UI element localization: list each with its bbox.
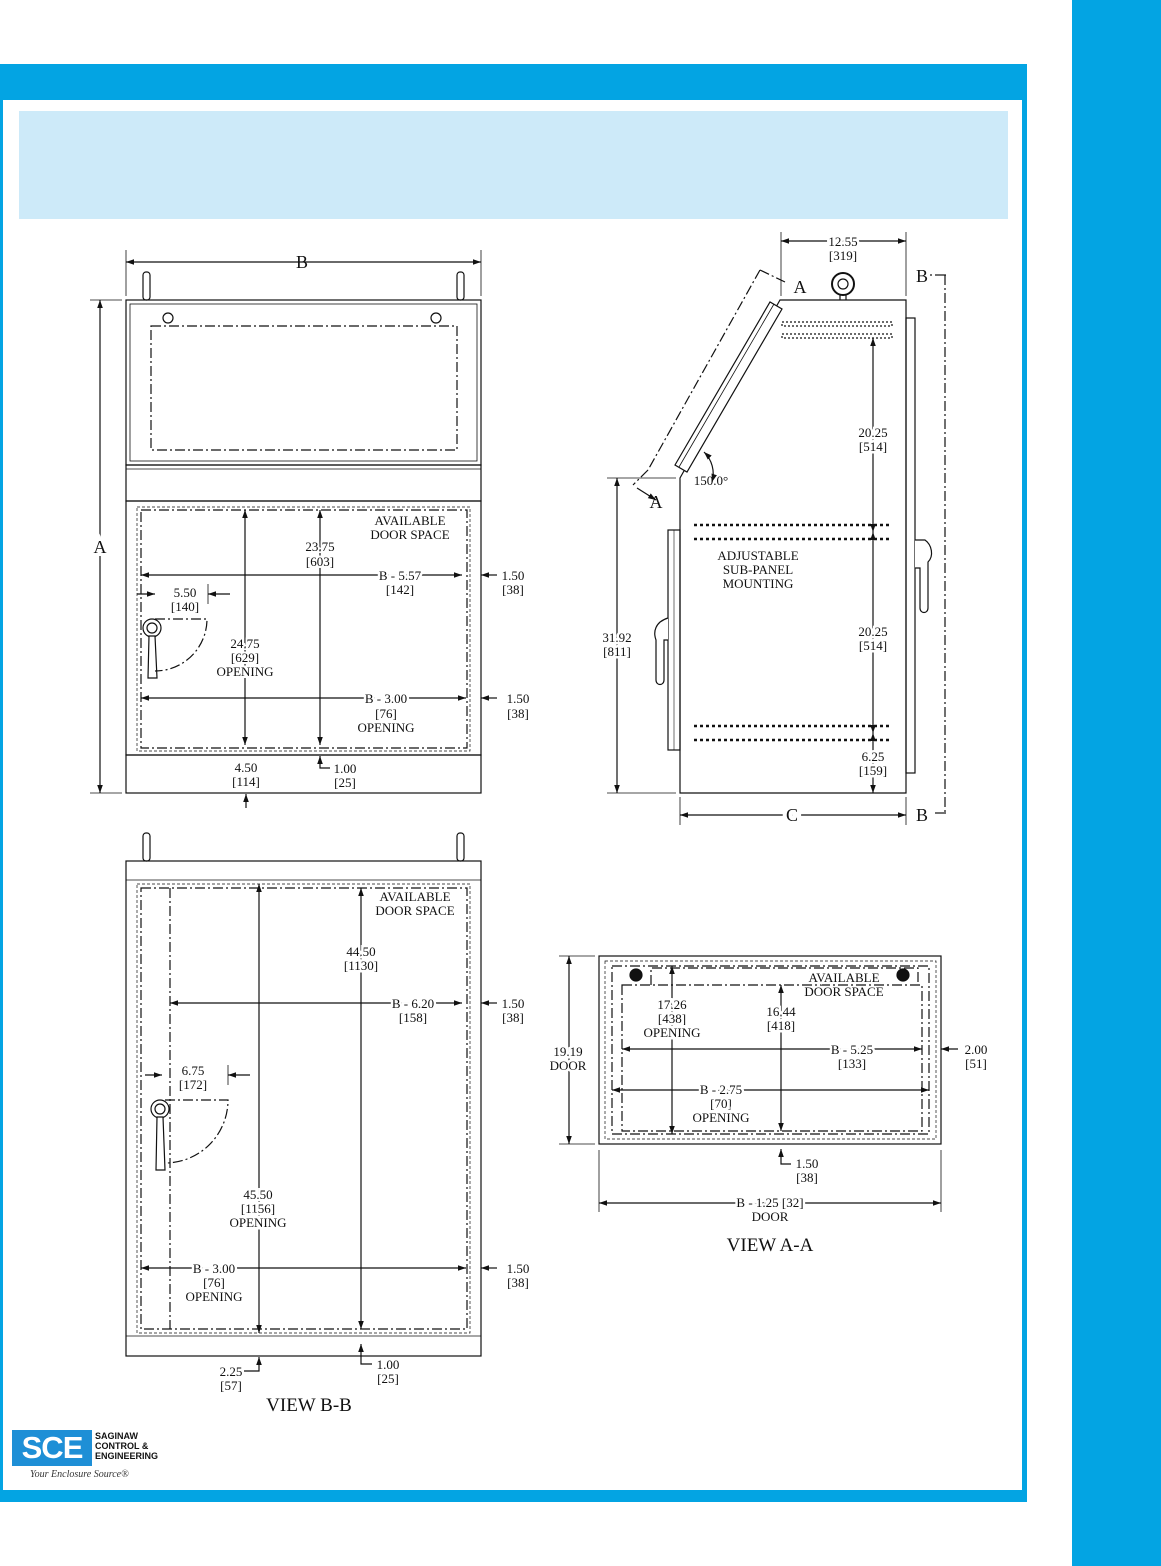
front-dim-5-50: 5.50 (173, 585, 197, 600)
front-dim-24-75: 24.75 (230, 636, 260, 651)
front-avail-label: AVAILABLE (374, 513, 446, 528)
view-aa-title: VIEW A-A (726, 1235, 814, 1256)
aa-dim-b-5-25: B - 5.25 (830, 1042, 874, 1057)
svg-text:DOOR SPACE: DOOR SPACE (370, 527, 450, 542)
base-band (126, 755, 481, 793)
view-bb-title: VIEW B-B (266, 1395, 352, 1416)
side-door-edge (906, 318, 915, 773)
bb-dim-2-25: 2.25 (219, 1364, 243, 1379)
bb-dim-6-75: 6.75 (181, 1063, 205, 1078)
aa-door (599, 956, 941, 1144)
side-dim-6-25: 6.25 (861, 749, 885, 764)
svg-text:OPENING: OPENING (216, 664, 274, 679)
top-window (151, 326, 457, 450)
aa-dim-16-44: 16.44 (766, 1004, 796, 1019)
svg-text:[319]: [319] (828, 248, 858, 263)
svg-text:DOOR SPACE: DOOR SPACE (375, 903, 455, 918)
svg-text:[133]: [133] (837, 1056, 867, 1071)
svg-text:DOOR: DOOR (751, 1209, 789, 1224)
side-dim-31-92: 31.92 (602, 630, 632, 645)
svg-text:[51]: [51] (965, 1056, 987, 1071)
bb-dim-1-00: 1.00 (376, 1357, 400, 1372)
svg-text:[140]: [140] (170, 599, 200, 614)
svg-text:[70]: [70] (710, 1096, 732, 1111)
svg-text:[38]: [38] (507, 1275, 529, 1290)
aa-fastener (897, 969, 909, 981)
side-handle-left (655, 618, 668, 685)
svg-text:DOOR: DOOR (549, 1058, 587, 1073)
svg-text:[159]: [159] (858, 763, 888, 778)
aa-dim-b-1-25: B - 1.25 [32] (736, 1195, 804, 1210)
svg-text:SUB-PANEL: SUB-PANEL (722, 562, 794, 577)
aa-dim-b-2-75: B - 2.75 (699, 1082, 743, 1097)
svg-text:OPENING: OPENING (229, 1215, 287, 1230)
front-dim-4-50: 4.50 (234, 760, 258, 775)
aa-dim-1-50: 1.50 (795, 1156, 819, 1171)
svg-text:[57]: [57] (220, 1378, 242, 1393)
svg-text:[76]: [76] (203, 1275, 225, 1290)
front-height-label: A (93, 537, 107, 557)
side-body (680, 300, 906, 793)
front-dim-1-00: 1.00 (333, 761, 357, 776)
side-dim-12-55: 12.55 (828, 234, 858, 249)
aa-fastener (630, 969, 642, 981)
svg-text:[1130]: [1130] (343, 958, 379, 973)
break-band (126, 465, 481, 501)
bb-dim-45-50: 45.50 (243, 1187, 273, 1202)
svg-text:OPENING: OPENING (357, 720, 415, 735)
top-panel (126, 300, 481, 465)
front-dim-b-3-00: B - 3.00 (364, 691, 408, 706)
svg-text:[514]: [514] (858, 638, 888, 653)
side-handle-right (915, 540, 932, 613)
svg-text:[811]: [811] (603, 644, 631, 659)
svg-text:MOUNTING: MOUNTING (722, 576, 794, 591)
svg-text:[38]: [38] (502, 582, 524, 597)
side-view (607, 232, 946, 825)
svg-text:[38]: [38] (502, 1010, 524, 1025)
svg-text:[38]: [38] (507, 706, 529, 721)
side-dim-20-25-lower: 20.25 (858, 624, 888, 639)
bb-dim-b-3-00: B - 3.00 (192, 1261, 236, 1276)
top-fastener (431, 313, 441, 323)
view-bb-labels (179, 889, 529, 1416)
section-b-bottom-label: B (915, 805, 929, 825)
svg-text:[1156]: [1156] (240, 1201, 276, 1216)
sub-panel-label: ADJUSTABLE (717, 548, 799, 563)
svg-text:[418]: [418] (766, 1018, 796, 1033)
latch-swing-arc (155, 619, 207, 671)
latch-swing-arc (165, 1100, 228, 1163)
top-fastener (163, 313, 173, 323)
svg-text:[158]: [158] (398, 1010, 428, 1025)
bb-dim-b-6-20: B - 6.20 (391, 996, 435, 1011)
svg-text:[142]: [142] (385, 582, 415, 597)
view-aa (559, 956, 958, 1212)
aa-dim-17-26: 17.26 (657, 997, 687, 1012)
svg-text:[114]: [114] (232, 774, 260, 789)
section-a-top-label: A (793, 277, 807, 297)
svg-text:[25]: [25] (334, 775, 356, 790)
logo-mark: SCE (12, 1430, 92, 1466)
front-width-label: B (295, 252, 309, 272)
bb-dim-1-50: 1.50 (501, 996, 525, 1011)
eyebolt (832, 273, 854, 295)
svg-text:[76]: [76] (375, 706, 397, 721)
section-a-bottom-label: A (649, 492, 663, 512)
svg-text:OPENING: OPENING (643, 1025, 701, 1040)
svg-text:[514]: [514] (858, 439, 888, 454)
aa-dim-19-19: 19.19 (553, 1044, 583, 1059)
section-b-top-label: B (915, 266, 929, 286)
door-latch (151, 1100, 169, 1170)
front-dim-23-75: 23.75 (305, 539, 335, 554)
lifting-stud (143, 833, 150, 861)
svg-text:[629]: [629] (230, 650, 260, 665)
front-dim-1-50: 1.50 (501, 568, 525, 583)
logo-tagline: Your Enclosure Source® (30, 1469, 129, 1480)
svg-text:[438]: [438] (657, 1011, 687, 1026)
svg-text:[25]: [25] (377, 1371, 399, 1386)
front-dim-b-5-57: B - 5.57 (378, 568, 422, 583)
bb-avail-label: AVAILABLE (379, 889, 451, 904)
lifting-stud (457, 833, 464, 861)
svg-text:[172]: [172] (178, 1077, 208, 1092)
front-view-labels (94, 252, 530, 790)
lifting-stud (143, 272, 464, 300)
front-dim-1-50b: 1.50 (506, 691, 530, 706)
side-dim-20-25-upper: 20.25 (858, 425, 888, 440)
bb-dim-1-50b: 1.50 (506, 1261, 530, 1276)
svg-text:OPENING: OPENING (185, 1289, 243, 1304)
bb-dim-44-50: 44.50 (346, 944, 376, 959)
side-angle: 150.0° (693, 473, 729, 488)
svg-text:[38]: [38] (796, 1170, 818, 1185)
svg-text:OPENING: OPENING (692, 1110, 750, 1125)
logo-company-name: SAGINAW CONTROL & ENGINEERING (95, 1431, 159, 1461)
bb-door (126, 861, 481, 1356)
side-depth-label: C (785, 805, 799, 825)
svg-text:[603]: [603] (305, 554, 335, 569)
aa-avail-label: AVAILABLE (808, 970, 880, 985)
svg-text:DOOR SPACE: DOOR SPACE (804, 984, 884, 999)
sce-logo (12, 1430, 162, 1488)
aa-dim-2-00: 2.00 (964, 1042, 988, 1057)
door-latch (143, 619, 161, 678)
